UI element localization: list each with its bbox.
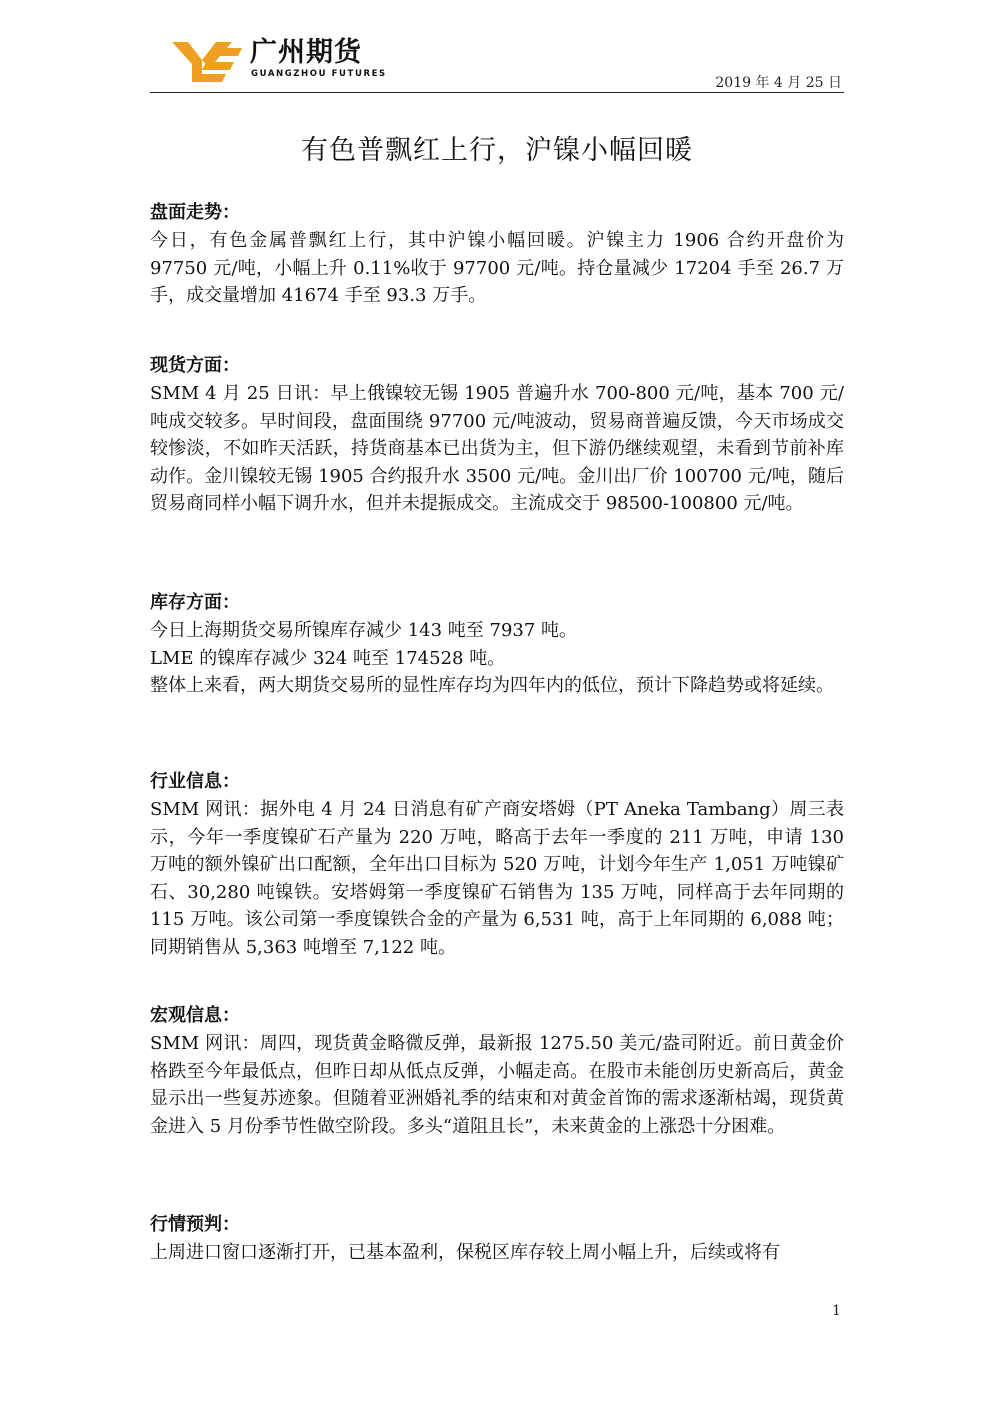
section-spot <box>150 352 844 518</box>
gzf-logo-icon <box>172 38 244 84</box>
page-number: 1 <box>832 1303 841 1319</box>
section-macro <box>150 1002 844 1140</box>
section-heading: 行业信息： <box>150 771 240 792</box>
section-industry <box>150 768 844 961</box>
company-logo <box>172 37 387 86</box>
section-paragraph: 今日，有色金属普飘红上行，其中沪镍小幅回暖。沪镍主力 1906 合约开盘价为 97750 元/吨，小幅上升 0.11%收于 97700 元/吨。持仓量减少 17204 手至 26.7 万手，成交量增加 41674 手至 93.3 万手。 <box>150 230 844 306</box>
section-paragraph: 上周进口窗口逐渐打开，已基本盈利，保税区库存较上周小幅上升，后续或将有 <box>150 1242 780 1263</box>
section-paragraph: 今日上海期货交易所镍库存减少 143 吨至 7937 吨。 <box>150 620 578 641</box>
section-heading: 现货方面： <box>150 355 240 376</box>
section-paragraph: 整体上来看，两大期货交易所的显性库存均为四年内的低位，预计下降趋势或将延续。 <box>150 675 834 696</box>
section-forecast <box>150 1211 844 1267</box>
logo-chinese-name: 广州期货 <box>250 37 362 68</box>
section-paragraph: SMM 4 月 25 日讯：早上俄镍较无锡 1905 普遍升水 700-800 元/吨，基本 700 元/吨成交较多。早时间段，盘面围绕 97700 元/吨波动，贸易商普遍反馈，今天市场成交较惨淡，不如昨天活跃，持货商基本已出货为主，但下游仍继续观望，未看到节前补库动作。金川镍较无锡 1905 合约报升水 3500 元/吨。金川出厂价 100700 元/吨，随后贸易商同样小幅下调升水，但并未提振成交。主流成交于 98500-100800 元/吨。 <box>150 383 844 514</box>
header-divider <box>150 92 844 93</box>
section-market-trend <box>150 199 844 310</box>
report-date: 2019 年 4 月 25 日 <box>715 75 842 91</box>
section-paragraph: SMM 网讯：据外电 4 月 24 日消息有矿产商安塔姆（PT Aneka Tambang）周三表示，今年一季度镍矿石产量为 220 万吨，略高于去年一季度的 211 万吨，申请 130 万吨的额外镍矿出口配额，全年出口目标为 520 万吨，计划今年生产 1,051 万吨镍矿石、30,280 吨镍铁。安塔姆第一季度镍矿石销售为 135 万吨，同样高于去年同期的 115 万吨。该公司第一季度镍铁合金的产量为 6,531 吨，高于上年同期的 6,088 吨；同期销售从 5,363 吨增至 7,122 吨。 <box>150 799 844 958</box>
section-heading: 宏观信息： <box>150 1005 240 1026</box>
section-heading: 库存方面： <box>150 592 240 613</box>
report-title: 有色普飘红上行，沪镍小幅回暖 <box>301 135 693 166</box>
section-heading: 行情预判： <box>150 1214 240 1235</box>
section-paragraph: SMM 网讯：周四，现货黄金略微反弹，最新报 1275.50 美元/盎司附近。前日黄金价格跌至今年最低点，但昨日却从低点反弹，小幅走高。在股市未能创历史新高后，黄金显示出一些复苏迹象。但随着亚洲婚礼季的结束和对黄金首饰的需求逐渐枯竭，现货黄金进入 5 月份季节性做空阶段。多头“道阻且长”，未来黄金的上涨恐十分困难。 <box>150 1033 844 1137</box>
section-inventory <box>150 589 844 700</box>
logo-english-name: GUANGZHOU FUTURES <box>251 69 387 79</box>
section-heading: 盘面走势： <box>150 202 240 223</box>
section-paragraph: LME 的镍库存减少 324 吨至 174528 吨。 <box>150 647 506 669</box>
